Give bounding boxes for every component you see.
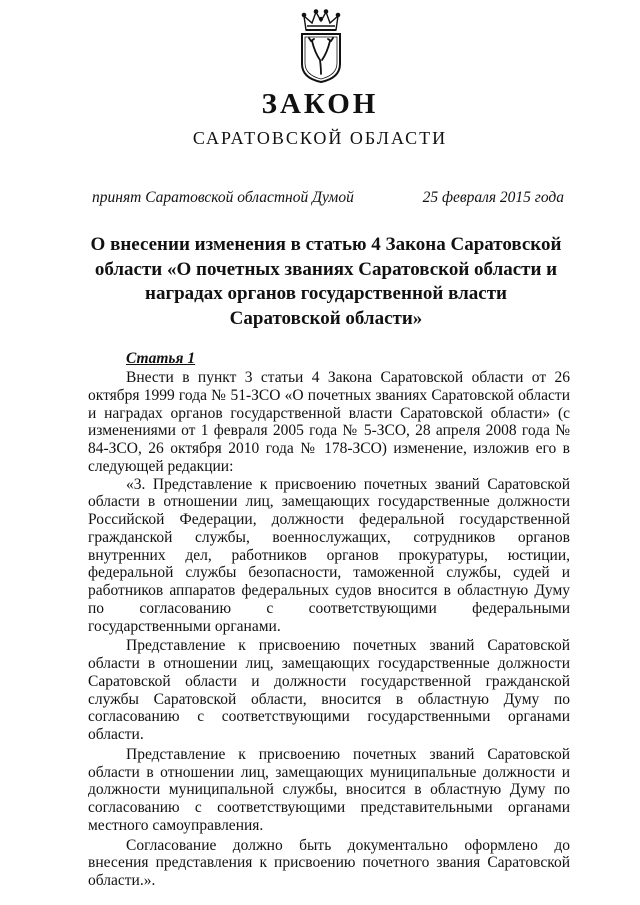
law-heading-line: Саратовской области» xyxy=(229,307,423,329)
article-paragraph: Согласование должно быть документально оформлено до внесения представления к присвоению почетного звания Саратовской области.». xyxy=(88,836,570,889)
law-title: ЗАКОН xyxy=(261,88,379,120)
article-title: Статья 1 xyxy=(126,350,196,367)
saratov-coat-of-arms-icon xyxy=(294,8,348,84)
law-heading xyxy=(60,233,592,331)
law-heading-line: области «О почетных званиях Саратовской области и xyxy=(94,258,558,280)
article-paragraph: Представление к присвоению почетных званий Саратовской области в отношении лиц, замещающих муниципальные должности и должности муниципальной службы, вносится в областную Думу по согласованию с соответствующими представительными органами местного самоуправления. xyxy=(88,745,570,834)
article-paragraph: Представление к присвоению почетных званий Саратовской области в отношении лиц, замещающих государственные должности Саратовской области и должности государственной гражданской службы Саратовской области, вносится в областную Думу по согласованию с соответствующими государственными органами области. xyxy=(88,637,570,743)
article-body xyxy=(88,369,570,890)
adoption-date: 25 февраля 2015 года xyxy=(422,189,564,206)
adoption-authority: принят Саратовской областной Думой xyxy=(92,189,354,206)
article-paragraph: «3. Представление к присвоению почетных званий Саратовской области в отношении лиц, замещающих государственные должности Российской Федерации, должности федеральной государственной гражданской службы, военнослужащих, сотрудников органов внутренних дел, работников органов прокуратуры, юстиции, федеральной службы безопасности, таможенной службы, судей и работников аппаратов федеральных судов вносится в областную Думу по согласованию с соответствующими федеральными государственными органами. xyxy=(88,475,570,635)
law-heading-line: наградах органов государственной власти xyxy=(145,283,507,304)
article-paragraph: Внести в пункт 3 статьи 4 Закона Саратовской области от 26 октября 1999 года № 51-ЗСО «О почетных званиях Саратовской области и наградах органов государственной власти Саратовской области» (с изменениями от 1 февраля 2005 года № 5-ЗСО, 28 апреля 2008 года № 84-ЗСО, 26 октября 2010 года № 178-ЗСО) изменение, изложив его в следующей редакции: xyxy=(88,369,570,475)
region-name: САРАТОВСКОЙ ОБЛАСТИ xyxy=(192,128,448,148)
law-heading-line: О внесении изменения в статью 4 Закона Саратовской xyxy=(90,234,562,255)
